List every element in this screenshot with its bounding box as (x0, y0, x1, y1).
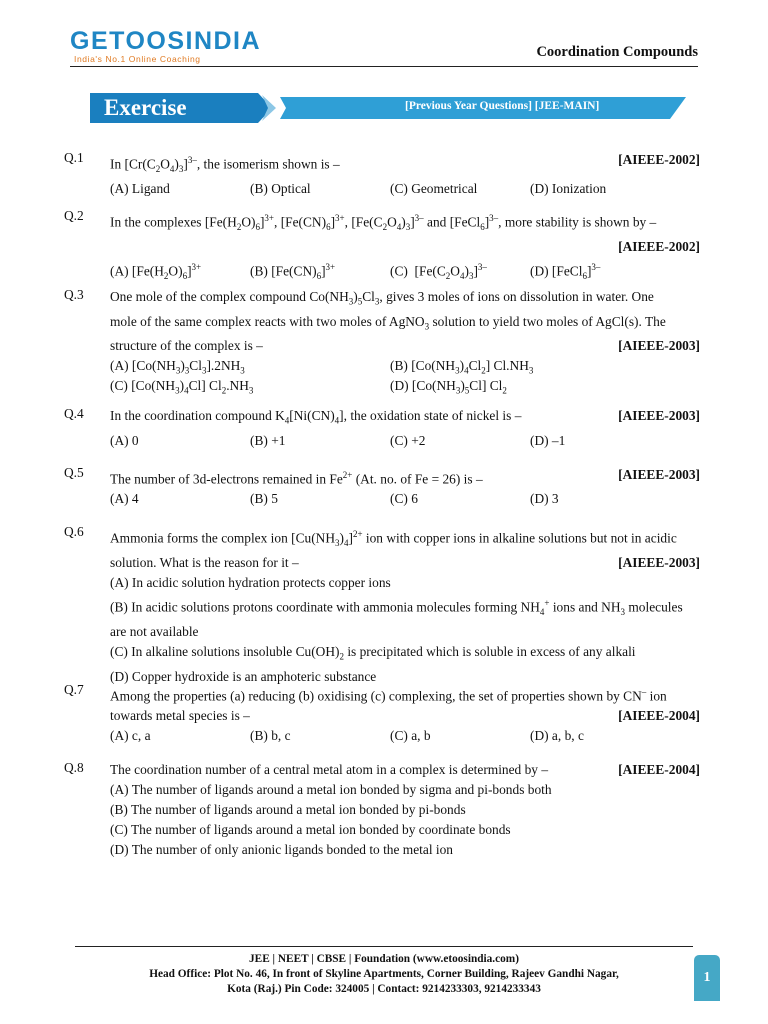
option-d: (D) a, b, c (530, 728, 584, 744)
question-text: In the coordination compound $K_4[Ni(CN)_4]$, the oxidation state of nickel is – [AIEEE-2003] (110, 408, 700, 426)
footer-line-2: Head Office: Plot No. 46, In front of Skyline Apartments, Corner Building, Rajeev Gandhi Nagar, (149, 968, 619, 980)
option-a: (A) $[Fe(H_2O)_6]^{3+}$ (110, 262, 202, 282)
footer-divider (75, 946, 693, 947)
option-a: (A) 0 (110, 432, 139, 448)
question-number: Q.7 (64, 682, 84, 697)
options-row-1 (110, 356, 700, 376)
question-text-line-2: towards metal species is – [AIEEE-2004] (110, 706, 700, 726)
header-divider (70, 66, 698, 67)
exam-tag: [AIEEE-2003] (618, 467, 700, 482)
question-number: Q.6 (64, 524, 84, 539)
chapter-title: Coordination Compounds (536, 44, 698, 60)
footer-line-1: JEE | NEET | CBSE | Foundation (www.etoosindia.com) (249, 953, 519, 965)
option-a: (A) In acidic solution hydration protects copper ions (110, 575, 391, 591)
question-text-line-2: solution. What is the reason for it – [AIEEE-2003] (110, 553, 700, 573)
option-b: (B) $[Fe(CN)_6]^{3+}$ (250, 262, 336, 282)
option-d: (D) Ionization (530, 181, 607, 197)
options (110, 431, 700, 451)
exam-tag: [AIEEE-2002] (618, 239, 700, 255)
option-d: (D) Copper hydroxide is an amphoteric substance (110, 668, 377, 684)
exam-tag: [AIEEE-2003] (618, 338, 700, 354)
option-b: (B) $[Co(NH_3)_4Cl_2]$ $Cl.NH_3$ (390, 358, 534, 377)
options (110, 257, 700, 282)
option-c: (C) $[Fe(C_2O_4)_3]^{3-}$ (390, 262, 487, 282)
exercise-subtitle: [Previous Year Questions] [JEE-MAIN] (405, 100, 600, 112)
question-number: Q.3 (64, 287, 84, 302)
option-b: (B) In acidic solutions protons coordinate with ammonia molecules forming $NH_4^+$ ions and $NH_3$ molecules (110, 598, 683, 618)
question-5 (64, 465, 700, 509)
question-number: Q.1 (64, 150, 84, 165)
option-d: (D) The number of only anionic ligands bonded to the metal ion (110, 842, 453, 857)
option-c: (C) The number of ligands around a metal ion bonded by coordinate bonds (110, 822, 511, 837)
question-text (110, 760, 700, 780)
question-2 (64, 208, 700, 282)
question-number: Q.2 (64, 208, 84, 223)
question-text-line-2: mole of the same complex reacts with two moles of AgNO$_3$ solution to yield two moles of AgCl(s). The (110, 313, 666, 332)
option-b: (B) Optical (250, 181, 311, 197)
logo-tagline: India's No.1 Online Coaching (74, 54, 201, 64)
option-c: (C) Geometrical (390, 181, 478, 197)
question-text-content: The coordination number of a central metal atom in a complex is determined by – (110, 762, 549, 777)
option-a: (A) Ligand (110, 181, 170, 197)
option-d: (D) 3 (530, 491, 559, 507)
option-c: (C) 6 (390, 491, 418, 507)
option-c: (C) a, b (390, 728, 431, 744)
exam-tag: [AIEEE-2002] (618, 152, 700, 167)
option-a: (A) The number of ligands around a metal ion bonded by sigma and pi-bonds both (110, 782, 552, 797)
question-text: In the complexes $[Fe(H_2O)_6]^{3+}$, $[Fe(CN)_6]^{3+}$, $[Fe(C_2O_4)_3]^{3-}$ and [FeCl$_6$]$^{3-}$, more stability is shown by – (110, 213, 657, 233)
exam-tag: [AIEEE-2004] (618, 708, 700, 724)
footer-line-3: Kota (Raj.) Pin Code: 324005 | Contact: 9214233303, 9214233343 (227, 983, 541, 995)
option-b: (B) b, c (250, 728, 291, 744)
option-b: (B) The number of ligands around a metal ion bonded by pi-bonds (110, 802, 466, 817)
options-row-2 (110, 376, 700, 396)
question-number: Q.8 (64, 760, 84, 775)
question-text-line-1: Among the properties (a) reducing (b) oxidising (c) complexing, the set of properties shown by CN– ion (110, 687, 667, 704)
option-a: (A) $[Co(NH_3)_3Cl_3].2NH_3$ (110, 358, 245, 377)
question-3 (64, 287, 700, 396)
option-d: (D) [FeCl$_6$]$^{3-}$ (530, 262, 601, 282)
page-number-badge: 1 (694, 955, 720, 1001)
option-c: (C) In alkaline solutions insoluble $Cu(OH)_2$ is precipitated which is soluble in excess of any alkali (110, 644, 636, 662)
exam-tag: [AIEEE-2003] (618, 555, 700, 571)
footer (120, 952, 648, 997)
option-b-continued: are not available (110, 624, 199, 640)
question-4 (64, 406, 700, 451)
question-text-line-3: structure of the complex is – [AIEEE-2003] (110, 336, 700, 356)
brand-logo (70, 28, 261, 64)
question-7 (64, 682, 700, 746)
question-text-line-1: One mole of the complex compound $Co(NH_3)_5Cl_3$, gives 3 moles of ions on dissolution in water. One (110, 289, 654, 307)
question-8 (64, 760, 700, 860)
option-b: (B) +1 (250, 432, 286, 448)
options (110, 179, 700, 199)
question-1 (64, 150, 700, 199)
logo-wordmark: GETOOSINDIA (70, 27, 262, 55)
exam-tag: [AIEEE-2004] (618, 762, 700, 777)
question-6 (64, 524, 700, 687)
option-c: (C) +2 (390, 432, 426, 448)
option-b: (B) 5 (250, 491, 278, 507)
question-number: Q.4 (64, 406, 84, 421)
question-text: In $[Cr(C_2O_4)_3]^{3-}$, the isomerism shown is – [AIEEE-2002] (110, 152, 700, 175)
question-number: Q.5 (64, 465, 84, 480)
option-a: (A) c, a (110, 728, 151, 744)
option-c: (C) $[Co(NH_3)_4Cl]$ $Cl_2.NH_3$ (110, 378, 254, 397)
exercise-banner (90, 93, 690, 123)
option-d: (D) $[Co(NH_3)_5Cl]$ $Cl_2$ (390, 378, 507, 397)
option-a: (A) 4 (110, 491, 139, 507)
exam-tag: [AIEEE-2003] (618, 408, 700, 423)
option-d: (D) –1 (530, 432, 566, 448)
question-text: The number of 3d-electrons remained in $Fe^{2+}$ (At. no. of Fe = 26) is – [AIEEE-2003] (110, 467, 700, 487)
exercise-title: Exercise (104, 95, 187, 120)
options (110, 489, 700, 509)
question-text-line-1: Ammonia forms the complex ion $[Cu(NH_3)_4]^{2+}$ ion with copper ions in alkaline solutions but not in acidic (110, 529, 677, 549)
options (110, 726, 700, 746)
